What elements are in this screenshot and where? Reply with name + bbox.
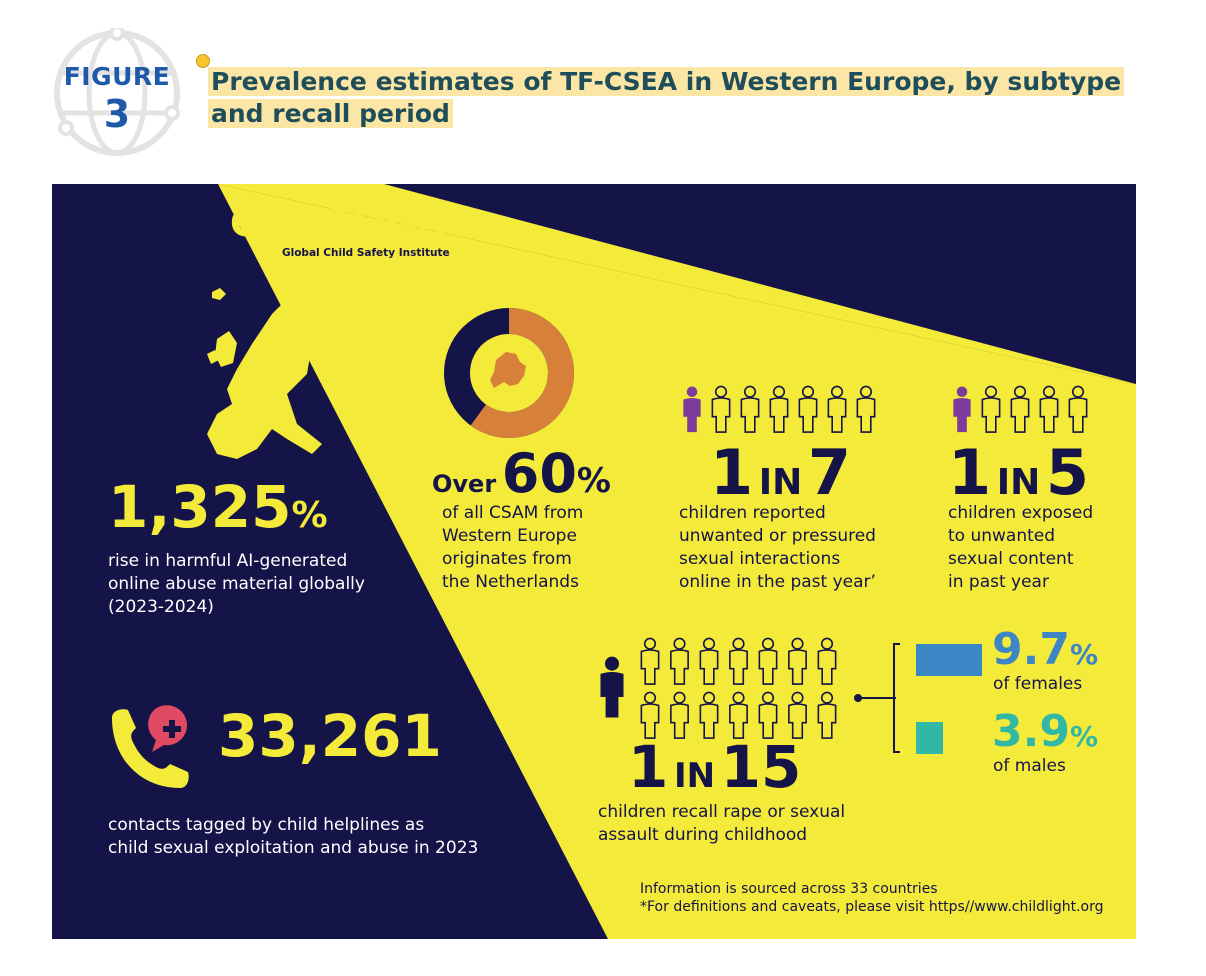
child-icon [759, 692, 776, 738]
figure-number: 3 [103, 92, 131, 136]
highlighted-child-icon [953, 386, 970, 432]
male-value: 3.9% [992, 706, 1099, 757]
figure-label: FIGURE [63, 62, 171, 91]
stat-helpline-description: contacts tagged by child helplines as child sexual exploitation and abuse in 2023 [108, 815, 479, 858]
people-grid-1in15 [596, 636, 846, 744]
csam-donut-chart [444, 308, 574, 438]
stat-ai-value: 1,325% [108, 473, 328, 541]
stat-1in7-value: 1 IN 7 [710, 436, 851, 509]
male-bar [916, 722, 943, 754]
child-icon [789, 692, 806, 738]
child-icon [857, 386, 874, 432]
stat-csam-value: Over 60% [432, 442, 611, 505]
child-icon [730, 638, 747, 684]
child-icon [671, 692, 688, 738]
logo-subtitle: Global Child Safety Institute [282, 247, 450, 259]
female-label: of females [993, 674, 1083, 694]
child-icon [759, 638, 776, 684]
child-icon [730, 692, 747, 738]
child-icon [770, 386, 787, 432]
people-row-1in5 [946, 384, 1094, 438]
child-icon [799, 386, 816, 432]
child-icon [700, 638, 717, 684]
child-icon [1069, 386, 1086, 432]
child-icon [818, 638, 835, 684]
child-icon [1040, 386, 1057, 432]
child-icon [671, 638, 688, 684]
child-icon [982, 386, 999, 432]
female-value: 9.7% [992, 624, 1099, 675]
child-icon [818, 692, 835, 738]
stat-helpline-value: 33,261 [218, 702, 442, 770]
netherlands-map-icon [490, 352, 526, 388]
figure-title-text: Prevalence estimates of TF-CSEA in Western Europe, by subtype and recall period [208, 67, 1124, 128]
figure-title [208, 66, 1128, 130]
child-icon [789, 638, 806, 684]
stat-csam-description: of all CSAM from Western Europe originates from the Netherlands [442, 503, 584, 592]
stat-1in7-description: children reported unwanted or pressured sexual interactions online in the past year’ [679, 503, 876, 592]
europe-map-icon [192, 284, 352, 464]
stat-1in15-value: 1 IN 15 [628, 733, 802, 801]
stat-1in5-value: 1 IN 5 [948, 436, 1089, 509]
child-icon [1011, 386, 1028, 432]
stat-1in15-description: children recall rape or sexual assault during childhood [598, 802, 846, 845]
phone-icon [106, 696, 206, 796]
child-icon [641, 692, 658, 738]
gender-bracket [852, 640, 922, 756]
stat-ai-description: rise in harmful AI-generated online abuse material globally (2023-2024) [108, 551, 365, 617]
child-icon [828, 386, 845, 432]
source-note: Information is sourced across 33 countries *For definitions and caveats, please visit https//www.childlight.org [640, 881, 1104, 915]
highlighted-child-icon [683, 386, 700, 432]
child-icon [641, 638, 658, 684]
stat-1in5-description: children exposed to unwanted sexual content in past year [948, 503, 1094, 592]
child-icon [712, 386, 729, 432]
people-row-1in7 [676, 384, 882, 438]
infographic [52, 184, 1136, 939]
highlighted-child-icon [600, 657, 623, 718]
female-bar [916, 644, 982, 676]
male-label: of males [993, 756, 1066, 776]
child-icon [741, 386, 758, 432]
childlight-logo: CHILDLIGHT [230, 202, 471, 245]
child-icon [700, 692, 717, 738]
